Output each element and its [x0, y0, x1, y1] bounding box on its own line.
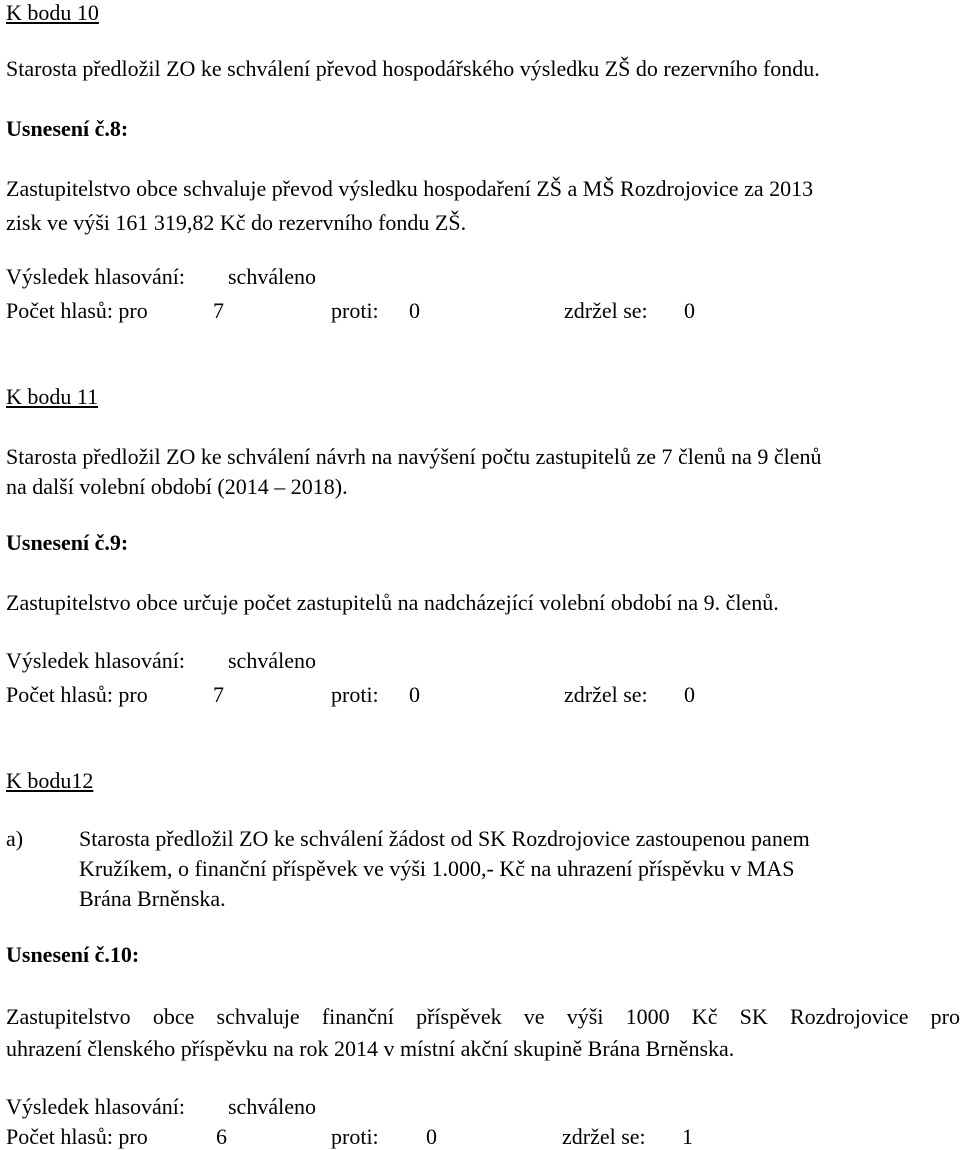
result-label: Výsledek hlasování:	[6, 264, 186, 289]
votes-proti-label: proti:	[331, 1124, 379, 1149]
votes-zdrzel: 1	[682, 1124, 693, 1149]
votes-label: Počet hlasů: pro	[6, 682, 148, 707]
votes-proti: 0	[409, 298, 420, 323]
result-label: Výsledek hlasování:	[6, 1094, 186, 1119]
votes-label: Počet hlasů: pro	[6, 298, 148, 323]
votes-proti-label: proti:	[331, 298, 379, 323]
result-value: schváleno	[228, 648, 316, 673]
section-intro: Starosta předložil ZO ke schválení převod hospodářského výsledku ZŠ do rezervního fondu.	[6, 56, 820, 81]
resolution-line: uhrazení členského příspěvku na rok 2014 v místní akční skupině Brána Brněnska.	[6, 1036, 735, 1061]
section-intro-line: na další volební období (2014 – 2018).	[6, 474, 348, 499]
result-value: schváleno	[228, 1094, 316, 1119]
section-intro-line: Starosta předložil ZO ke schválení návrh na navýšení počtu zastupitelů ze 7 členů na 9 členů	[6, 444, 822, 469]
votes-proti: 0	[409, 682, 420, 707]
votes-pro: 7	[213, 682, 224, 707]
result-label: Výsledek hlasování:	[6, 648, 186, 673]
section-heading: K bodu 11	[6, 384, 99, 409]
resolution-label: Usnesení č.8:	[6, 116, 129, 141]
votes-zdrzel-label: zdržel se:	[564, 682, 648, 707]
votes-zdrzel: 0	[684, 298, 695, 323]
result-value: schváleno	[228, 264, 316, 289]
resolution-line: Zastupitelstvo obce určuje počet zastupitelů na nadcházející volební období na 9. členů.	[6, 590, 779, 615]
section-intro-line: Starosta předložil ZO ke schválení žádost od SK Rozdrojovice zastoupenou panem	[79, 826, 810, 851]
resolution-label: Usnesení č.10:	[6, 942, 140, 967]
item-marker: a)	[6, 826, 24, 851]
resolution-line: Zastupitelstvo obce schvaluje finanční příspěvek ve výši 1000 Kč SK Rozdrojovice pro	[6, 1004, 960, 1029]
votes-pro: 6	[216, 1124, 227, 1149]
section-intro-line: Brána Brněnska.	[79, 886, 226, 911]
section-intro-line: Kružíkem, o finanční příspěvek ve výši 1.000,- Kč na uhrazení příspěvku v MAS	[79, 856, 795, 881]
votes-zdrzel-label: zdržel se:	[564, 298, 648, 323]
votes-label: Počet hlasů: pro	[6, 1124, 148, 1149]
votes-zdrzel: 0	[684, 682, 695, 707]
resolution-label: Usnesení č.9:	[6, 530, 129, 555]
votes-proti: 0	[426, 1124, 437, 1149]
votes-proti-label: proti:	[331, 682, 379, 707]
votes-zdrzel-label: zdržel se:	[562, 1124, 646, 1149]
votes-pro: 7	[213, 298, 224, 323]
resolution-line: Zastupitelstvo obce schvaluje převod výsledku hospodaření ZŠ a MŠ Rozdrojovice za 2013	[6, 176, 814, 201]
section-heading: K bodu 10	[6, 0, 99, 25]
section-heading: K bodu12	[6, 768, 94, 793]
resolution-line: zisk ve výši 161 319,82 Kč do rezervního fondu ZŠ.	[6, 210, 467, 235]
